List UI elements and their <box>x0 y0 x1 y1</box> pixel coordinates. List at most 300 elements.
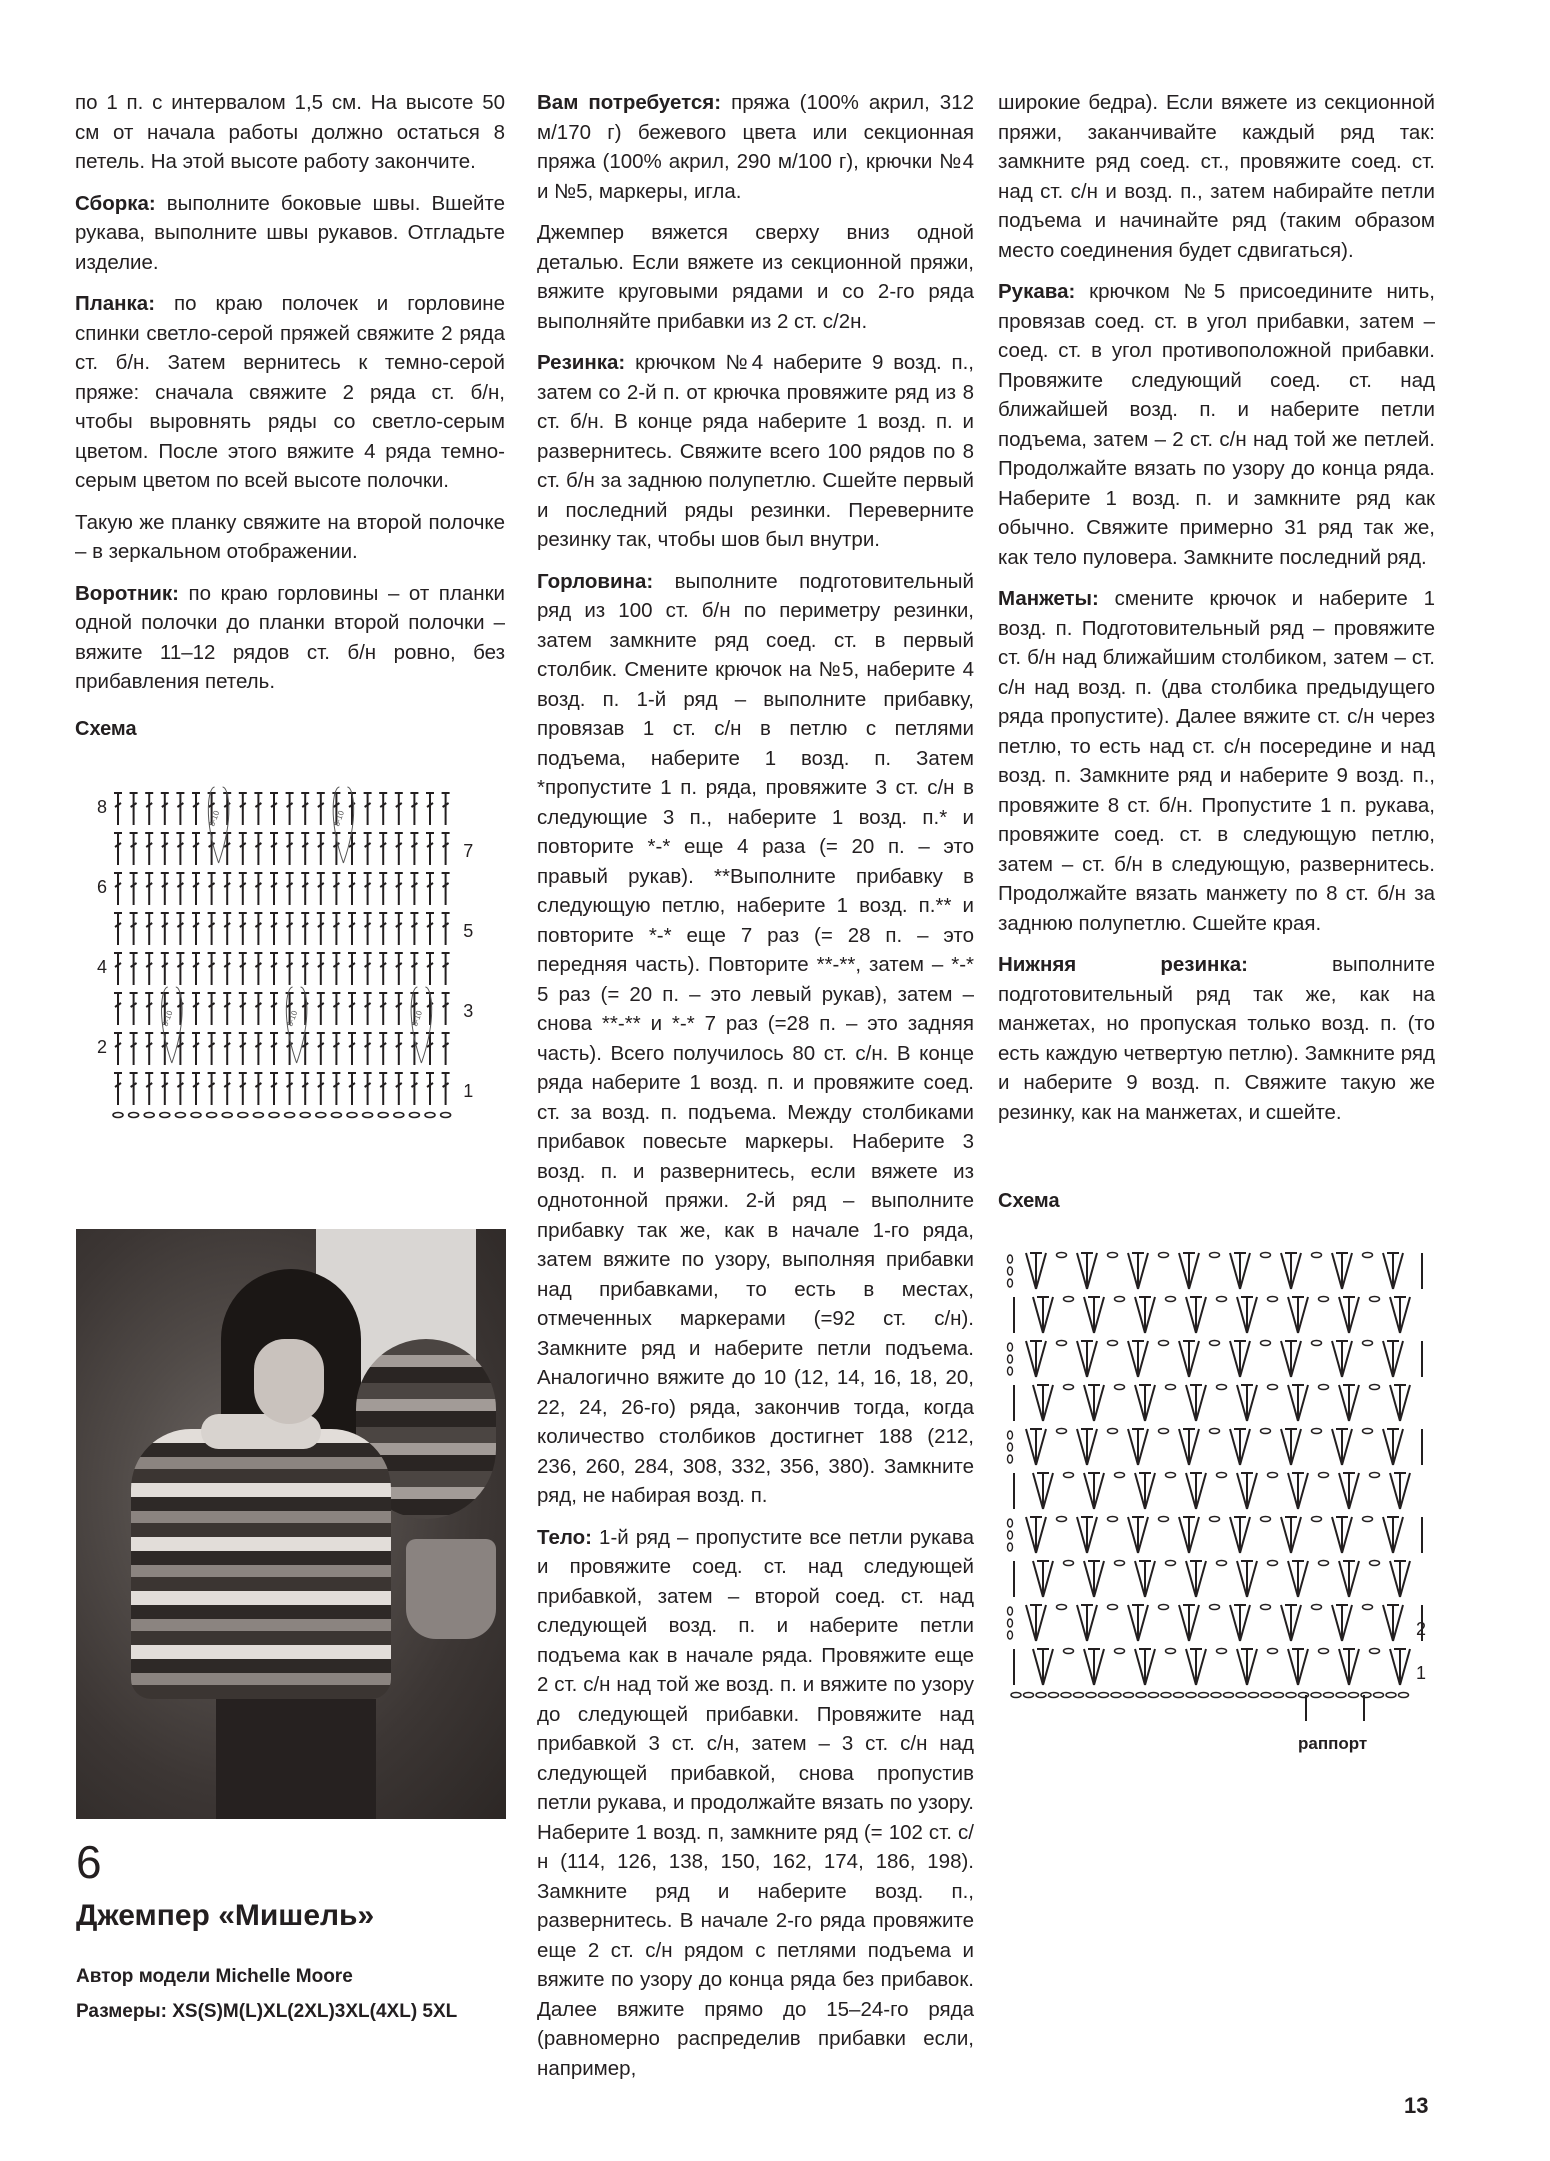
v-stitch-right <box>1400 1297 1410 1333</box>
v-stitch-left <box>1237 1473 1247 1509</box>
v-stitch-left <box>1026 1341 1036 1377</box>
chain-stitch <box>1011 1693 1021 1698</box>
rapport-label: раппорт <box>1298 1734 1368 1753</box>
turning-chain <box>1008 1279 1013 1287</box>
photo-face <box>254 1339 324 1424</box>
v-stitch-right <box>1189 1253 1199 1289</box>
turning-chain <box>1008 1343 1013 1351</box>
increase-marker-label: 8-10 <box>160 1009 175 1028</box>
v-stitch-right <box>1145 1297 1155 1333</box>
chain-stitch <box>1111 1693 1121 1698</box>
model-number: 6 <box>76 1836 102 1888</box>
turning-chain <box>1008 1367 1013 1375</box>
v-stitch-right <box>1393 1341 1403 1377</box>
v-stitch-left <box>1383 1517 1393 1553</box>
v-stitch-left <box>1288 1561 1298 1597</box>
chain-stitch <box>1057 1253 1067 1258</box>
v-stitch-left <box>1135 1297 1145 1333</box>
chain-stitch <box>1115 1649 1125 1654</box>
v-stitch-left <box>1281 1605 1291 1641</box>
chain-stitch <box>1261 1253 1271 1258</box>
chain-stitch <box>1149 1693 1159 1698</box>
row-number-label: 2 <box>97 1037 108 1057</box>
v-stitch-left <box>1033 1385 1043 1421</box>
chain-stitch <box>285 1113 295 1118</box>
v-stitch-right <box>1240 1341 1250 1377</box>
chain-stitch <box>1136 1693 1146 1698</box>
v-stitch-right <box>1094 1473 1104 1509</box>
chain-stitch <box>316 1113 326 1118</box>
row-number-label: 5 <box>463 921 474 941</box>
v-stitch-right <box>1145 1561 1155 1597</box>
v-stitch-right <box>1189 1517 1199 1553</box>
v-stitch-right <box>1393 1605 1403 1641</box>
chain-stitch <box>1210 1517 1220 1522</box>
chain-stitch <box>144 1113 154 1118</box>
v-stitch-left <box>1026 1429 1036 1465</box>
crochet-chart-1 <box>75 741 505 1131</box>
v-stitch-left <box>1237 1561 1247 1597</box>
v-stitch-right <box>1400 1561 1410 1597</box>
v-stitch-left <box>1281 1253 1291 1289</box>
v-stitch-row <box>1008 1517 1423 1554</box>
paragraph-ribbing: Резинка: крючком №4 наберите 9 возд. п., затем со 2-й п. от крючка провяжите ряд из 8 ст. б/н. В конце ряда наберите 1 возд. п. и развернитесь. Свяжите всего 100 рядов по 8 ст. б/н за заднюю полупетлю. Сшейте первый и последний ряды резинки. Переверните резинку так, чтобы шов был внутри. <box>537 351 974 551</box>
chain-stitch <box>1115 1561 1125 1566</box>
v-stitch-left <box>1390 1561 1400 1597</box>
paragraph-neckline: Горловина: выполните подготовительный ряд из 100 ст. б/н по периметру резинки, затем замкните ряд соед. ст. в первый столбик. Смените крючок на №5, наберите 4 возд. п. 1-й ряд – выполните прибавку, провязав 1 ст. с/н в петлю с петлями подъема, наберите 1 возд. п. Затем *пропустите 1 п. ряда, провяжите 3 ст. с/н в следующие 3 п., наберите 1 возд. п.* и повторите *-* еще 4 раза (= 20 п. – это правый рукав). **Выполните прибавку в следующую петлю, наберите 1 возд. п.** и повторите *-* еще 7 раз (= 28 п. – это передняя часть). Повторите **-**, затем – *-* 5 раз (= 20 п. – это левый рукав), затем – снова **-** и *-* 7 раз (=28 п. – это задняя часть). Всего получилось 80 ст. с/н. В конце ряда наберите 1 возд. п. и провяжите соед. ст. за возд. п. подъема. Между столбиками прибавок повесьте маркеры. Наберите 3 возд. п. и развернитесь, если вяжете из однотонной пряжи. 2-й ряд – выполните прибавку так же, как в начале 1-го ряда, затем вяжите по узору, выполняя прибавки над прибавками, то есть в местах, отмеченных маркерами (=92 ст. с/н). Замкните ряд и наберите петли подъема. Аналогично вяжите до 10 (12, 14, 16, 18, 20, 22, 24, 26-го) ряда, закончив тогда, когда количество столбиков достигнет 188 (212, 236, 260, 284, 308, 332, 356, 380). Замкните ряд, не набирая возд. п. <box>537 569 974 1507</box>
paragraph-collar: Воротник: по краю горловины – от планки одной полочки до планки второй полочки – вяжите 11–12 рядов ст. б/н ровно, без прибавления петель. <box>75 581 505 693</box>
chain-stitch <box>1268 1649 1278 1654</box>
v-stitch-left <box>1135 1385 1145 1421</box>
chain-stitch <box>1124 1693 1134 1698</box>
v-stitch-right <box>1138 1517 1148 1553</box>
stitch-row <box>114 953 450 985</box>
v-stitch-left <box>1179 1253 1189 1289</box>
chain-stitch <box>1363 1517 1373 1522</box>
v-stitch-right <box>1291 1341 1301 1377</box>
v-stitch-right <box>1342 1517 1352 1553</box>
chain-stitch <box>1386 1693 1396 1698</box>
v-stitch-left <box>1026 1605 1036 1641</box>
v-stitch-left <box>1186 1561 1196 1597</box>
schema-title: Схема <box>998 1190 1060 1212</box>
chain-stitch <box>1064 1473 1074 1478</box>
chain-stitch <box>1374 1693 1384 1698</box>
chain-stitch <box>1166 1297 1176 1302</box>
photo-plant-pot <box>406 1539 496 1639</box>
v-stitch-right <box>1298 1473 1308 1509</box>
v-stitch-left <box>1077 1605 1087 1641</box>
chain-stitch <box>1074 1693 1084 1698</box>
chain-stitch <box>1057 1517 1067 1522</box>
v-stitch-right <box>1036 1253 1046 1289</box>
chain-stitch <box>1217 1297 1227 1302</box>
turning-chain <box>1008 1267 1013 1275</box>
v-stitch-left <box>1339 1297 1349 1333</box>
chain-stitch <box>1064 1385 1074 1390</box>
row-number-label: 6 <box>97 877 108 897</box>
v-stitch-left <box>1179 1429 1189 1465</box>
v-stitch-right <box>1036 1341 1046 1377</box>
v-stitch-left <box>1339 1473 1349 1509</box>
chain-stitch <box>441 1113 451 1118</box>
chain-stitch <box>1064 1649 1074 1654</box>
chain-stitch <box>1363 1429 1373 1434</box>
chain-row <box>1011 1693 1409 1698</box>
v-stitch-left <box>1186 1649 1196 1685</box>
v-stitch-right <box>1094 1385 1104 1421</box>
v-stitch-left <box>1332 1605 1342 1641</box>
stitch-row <box>114 1073 450 1105</box>
chain-stitch <box>425 1113 435 1118</box>
chain-stitch <box>1268 1385 1278 1390</box>
section-heading: Нижняя резинка: <box>998 953 1248 976</box>
chain-stitch <box>1363 1341 1373 1346</box>
chain-stitch <box>1312 1605 1322 1610</box>
chain-stitch <box>1268 1473 1278 1478</box>
v-stitch-left <box>1281 1429 1291 1465</box>
v-stitch-row <box>1014 1649 1428 1686</box>
chain-stitch <box>1261 1693 1271 1698</box>
v-stitch-right <box>1247 1473 1257 1509</box>
chain-stitch <box>1211 1693 1221 1698</box>
v-stitch-left <box>1383 1253 1393 1289</box>
v-stitch-right <box>1393 1517 1403 1553</box>
chain-stitch <box>175 1113 185 1118</box>
v-stitch-left <box>1383 1429 1393 1465</box>
v-stitch-right <box>1196 1649 1206 1685</box>
v-stitch-right <box>1247 1649 1257 1685</box>
v-stitch-right <box>1342 1341 1352 1377</box>
v-stitch-right <box>1138 1605 1148 1641</box>
chain-stitch <box>1210 1605 1220 1610</box>
v-stitch-right <box>1189 1341 1199 1377</box>
chain-stitch <box>1217 1473 1227 1478</box>
chain-stitch <box>1312 1429 1322 1434</box>
v-stitch-left <box>1084 1297 1094 1333</box>
v-stitch-right <box>1094 1649 1104 1685</box>
v-stitch-right <box>1342 1429 1352 1465</box>
chain-stitch <box>1166 1649 1176 1654</box>
chain-stitch <box>113 1113 123 1118</box>
v-stitch-right <box>1393 1429 1403 1465</box>
v-stitch-right <box>1087 1605 1097 1641</box>
paragraph-sleeves: Рукава: крючком №5 присоедините нить, провязав соед. ст. в угол прибавки, затем – соед. ст. в угол противоположной прибавки. Провяжите следующий соед. ст. над ближайшей возд. п. и наберите петли подъема, затем – 2 ст. с/н над той же петлей. Продолжайте вязать по узору до конца ряда. Наберите 1 возд. п. и замкните ряд как обычно. Свяжите примерно 31 ряд так же, как тело пуловера. Замкните последний ряд. <box>998 280 1435 569</box>
v-stitch-right <box>1043 1561 1053 1597</box>
v-stitch-left <box>1332 1429 1342 1465</box>
chain-stitch <box>1286 1693 1296 1698</box>
v-stitch-right <box>1247 1561 1257 1597</box>
section-heading: Тело: <box>537 1525 593 1549</box>
v-stitch-left <box>1339 1385 1349 1421</box>
v-stitch-left <box>1033 1649 1043 1685</box>
chain-stitch <box>1159 1605 1169 1610</box>
chain-stitch <box>1319 1297 1329 1302</box>
chain-stitch <box>1261 1517 1271 1522</box>
chain-stitch <box>160 1113 170 1118</box>
chain-stitch <box>1108 1253 1118 1258</box>
chain-stitch <box>1064 1297 1074 1302</box>
model-title: Джемпер «Мишель» <box>76 1899 375 1932</box>
v-stitch-right <box>1189 1429 1199 1465</box>
chain-stitch <box>409 1113 419 1118</box>
v-stitch-right <box>1400 1473 1410 1509</box>
chain-stitch <box>1236 1693 1246 1698</box>
model-photo <box>76 1229 506 1819</box>
v-stitch-right <box>1291 1253 1301 1289</box>
section-heading: Сборка: <box>75 191 156 215</box>
v-stitch-right <box>1043 1297 1053 1333</box>
v-stitch-row <box>1014 1297 1428 1334</box>
chain-stitch <box>1061 1693 1071 1698</box>
chain-stitch <box>269 1113 279 1118</box>
v-stitch-right <box>1094 1561 1104 1597</box>
chain-stitch <box>1049 1693 1059 1698</box>
v-stitch-left <box>1390 1473 1400 1509</box>
chain-stitch <box>1115 1385 1125 1390</box>
v-stitch-row <box>1008 1605 1423 1642</box>
page-number: 13 <box>1404 2093 1429 2118</box>
chain-stitch <box>1261 1429 1271 1434</box>
v-stitch-left <box>1084 1473 1094 1509</box>
chain-stitch <box>1312 1341 1322 1346</box>
v-stitch-left <box>1288 1473 1298 1509</box>
section-heading: Рукава: <box>998 280 1076 303</box>
v-stitch-left <box>1288 1649 1298 1685</box>
chain-stitch <box>1057 1429 1067 1434</box>
v-stitch-left <box>1135 1473 1145 1509</box>
chain-stitch <box>1311 1693 1321 1698</box>
v-stitch-left <box>1332 1253 1342 1289</box>
v-stitch-right <box>1043 1385 1053 1421</box>
v-stitch-left <box>1390 1385 1400 1421</box>
chain-stitch <box>1319 1649 1329 1654</box>
schema-diagram-1 <box>75 718 505 1131</box>
chain-stitch <box>1057 1341 1067 1346</box>
v-stitch-left <box>1128 1605 1138 1641</box>
row-number-label: 2 <box>1416 1619 1427 1639</box>
v-stitch-right <box>1145 1649 1155 1685</box>
v-stitch-left <box>1179 1341 1189 1377</box>
v-stitch-left <box>1288 1385 1298 1421</box>
chain-stitch <box>1370 1649 1380 1654</box>
v-stitch-right <box>1036 1429 1046 1465</box>
turning-chain <box>1008 1531 1013 1539</box>
section-heading: Манжеты: <box>998 587 1099 610</box>
v-stitch-right <box>1036 1605 1046 1641</box>
chain-stitch <box>1210 1429 1220 1434</box>
schema-title: Схема <box>75 718 137 740</box>
v-stitch-row <box>1014 1385 1428 1422</box>
chain-stitch <box>1224 1693 1234 1698</box>
chain-stitch <box>1312 1253 1322 1258</box>
increase-marker-label: 8-10 <box>285 1009 300 1028</box>
v-stitch-left <box>1237 1297 1247 1333</box>
v-stitch-right <box>1043 1473 1053 1509</box>
chain-stitch <box>1108 1341 1118 1346</box>
v-stitch-left <box>1026 1253 1036 1289</box>
v-stitch-right <box>1196 1561 1206 1597</box>
v-stitch-left <box>1332 1517 1342 1553</box>
model-sizes: Размеры: XS(S)M(L)XL(2XL)3XL(4XL) 5XL <box>76 2001 458 2022</box>
v-stitch-left <box>1230 1253 1240 1289</box>
v-stitch-right <box>1349 1561 1359 1597</box>
v-stitch-right <box>1247 1385 1257 1421</box>
section-heading: Воротник: <box>75 581 179 605</box>
v-stitch-left <box>1390 1297 1400 1333</box>
section-heading: Резинка: <box>537 351 626 374</box>
turning-chain <box>1008 1255 1013 1263</box>
v-stitch-right <box>1138 1253 1148 1289</box>
v-stitch-right <box>1298 1561 1308 1597</box>
v-stitch-right <box>1240 1429 1250 1465</box>
chain-stitch <box>1249 1693 1259 1698</box>
stitch-row <box>114 913 450 945</box>
chain-stitch <box>1370 1561 1380 1566</box>
v-stitch-left <box>1077 1341 1087 1377</box>
chain-stitch <box>1108 1429 1118 1434</box>
v-stitch-left <box>1230 1605 1240 1641</box>
chain-stitch <box>1370 1473 1380 1478</box>
chain-row <box>113 1113 451 1118</box>
v-stitch-left <box>1230 1341 1240 1377</box>
chain-stitch <box>347 1113 357 1118</box>
chain-stitch <box>238 1113 248 1118</box>
v-stitch-left <box>1339 1561 1349 1597</box>
row-number-label: 8 <box>97 797 108 817</box>
v-stitch-right <box>1291 1517 1301 1553</box>
v-stitch-row <box>1008 1253 1423 1290</box>
chain-stitch <box>1349 1693 1359 1698</box>
chain-stitch <box>363 1113 373 1118</box>
v-stitch-left <box>1026 1517 1036 1553</box>
chain-stitch <box>1024 1693 1034 1698</box>
v-stitch-right <box>1087 1341 1097 1377</box>
turning-chain <box>1008 1355 1013 1363</box>
row-number-label: 7 <box>463 841 474 861</box>
v-stitch-row <box>1014 1561 1428 1598</box>
chain-stitch <box>1261 1605 1271 1610</box>
increase-marker-label: 8-10 <box>332 809 347 828</box>
chain-stitch <box>1115 1297 1125 1302</box>
chain-stitch <box>1268 1297 1278 1302</box>
increase-marker-label: 8-10 <box>410 1009 425 1028</box>
paragraph-materials: Вам потребуется: пряжа (100% акрил, 312 м/170 г) бежевого цвета или секционная пряжа (100% акрил, 290 м/100 г), крючки №4 и №5, маркеры, игла. <box>537 91 974 203</box>
v-stitch-right <box>1240 1253 1250 1289</box>
v-stitch-left <box>1135 1649 1145 1685</box>
chain-stitch <box>1312 1517 1322 1522</box>
chain-stitch <box>1217 1385 1227 1390</box>
chain-stitch <box>1399 1693 1409 1698</box>
section-heading: Вам потребуется: <box>537 91 722 114</box>
paragraph-assembly: Сборка: выполните боковые швы. Вшейте рукава, выполните швы рукавов. Отгладьте изделие. <box>75 191 505 274</box>
chain-stitch <box>1099 1693 1109 1698</box>
v-stitch-left <box>1179 1605 1189 1641</box>
v-stitch-left <box>1332 1341 1342 1377</box>
v-stitch-left <box>1281 1341 1291 1377</box>
v-stitch-right <box>1036 1517 1046 1553</box>
v-stitch-row <box>1014 1473 1428 1510</box>
chain-stitch <box>1159 1341 1169 1346</box>
v-stitch-right <box>1087 1517 1097 1553</box>
chain-stitch <box>1336 1693 1346 1698</box>
chain-stitch <box>1166 1561 1176 1566</box>
v-stitch-left <box>1237 1385 1247 1421</box>
paragraph-body: Тело: 1-й ряд – пропустите все петли рукава и провяжите соед. ст. над следующей прибавкой, затем – второй соед. ст. над следующей возд. п. и наберите петли подъема как в начале ряда. Провяжите еще 2 ст. с/н над той же возд. п. и вяжите по узору до следующей прибавки. Провяжите над прибавкой 3 ст. с/н, затем – 3 ст. с/н над следующей прибавкой, снова пропустив петли рукава, и продолжайте вязать по узору. Наберите 1 возд. п, замкните ряд (= 102 ст. с/н (114, 126, 138, 150, 162, 174, 186, 198). Замкните ряд и наберите возд. п., развернитесь. В начале 2-го ряда провяжите еще 2 ст. с/н рядом с петлями подъема и вяжите по узору до конца ряда без прибавок. Далее вяжите прямо до 15–24-го ряда (равномерно распределив прибавки если, например, <box>537 1525 974 2080</box>
v-stitch-right <box>1145 1385 1155 1421</box>
v-stitch-left <box>1383 1341 1393 1377</box>
v-stitch-left <box>1084 1561 1094 1597</box>
turning-chain <box>1008 1631 1013 1639</box>
crochet-chart-2 <box>998 1213 1428 1783</box>
chain-stitch <box>300 1113 310 1118</box>
v-stitch-right <box>1349 1649 1359 1685</box>
chain-stitch <box>1210 1341 1220 1346</box>
turning-chain <box>1008 1607 1013 1615</box>
v-stitch-left <box>1288 1297 1298 1333</box>
chain-stitch <box>394 1113 404 1118</box>
chain-stitch <box>1108 1517 1118 1522</box>
chain-stitch <box>1166 1473 1176 1478</box>
v-stitch-right <box>1393 1253 1403 1289</box>
v-stitch-left <box>1077 1429 1087 1465</box>
v-stitch-right <box>1138 1429 1148 1465</box>
chain-stitch <box>1036 1693 1046 1698</box>
increase-marker-label: 8-10 <box>207 809 222 828</box>
turning-chain <box>1008 1519 1013 1527</box>
chain-stitch <box>1159 1517 1169 1522</box>
chain-stitch <box>1370 1297 1380 1302</box>
chain-stitch <box>1319 1561 1329 1566</box>
v-stitch-right <box>1298 1297 1308 1333</box>
chain-stitch <box>1161 1693 1171 1698</box>
chain-stitch <box>1363 1605 1373 1610</box>
v-stitch-right <box>1145 1473 1155 1509</box>
row-number-label: 4 <box>97 957 108 977</box>
chain-stitch <box>1057 1605 1067 1610</box>
v-stitch-left <box>1033 1297 1043 1333</box>
v-stitch-left <box>1084 1649 1094 1685</box>
chain-stitch <box>129 1113 139 1118</box>
v-stitch-right <box>1087 1429 1097 1465</box>
turning-chain <box>1008 1443 1013 1451</box>
v-stitch-right <box>1291 1605 1301 1641</box>
chain-stitch <box>1370 1385 1380 1390</box>
chain-stitch <box>1217 1561 1227 1566</box>
v-stitch-right <box>1349 1297 1359 1333</box>
v-stitch-left <box>1383 1605 1393 1641</box>
v-stitch-right <box>1298 1649 1308 1685</box>
v-stitch-left <box>1033 1473 1043 1509</box>
v-stitch-right <box>1138 1341 1148 1377</box>
paragraph-continuation: широкие бедра). Если вяжете из секционной пряжи, заканчивайте каждый ряд так: замкните ряд соед. ст., провяжите соед. ст. над ст. с/н и возд. п., затем набирайте петли подъема и начинайте ряд (таким образом место соединения будет сдвигаться). <box>998 91 1435 262</box>
v-stitch-right <box>1400 1649 1410 1685</box>
paragraph-bottom-ribbing: Нижняя резинка: выполните подготовительный ряд так же, как на манжетах, но пропуская только возд. п. (то есть каждую четвертую петлю). Замкните ряд и наберите 9 возд. п. Свяжите такую же резинку, как на манжетах, и сшейте. <box>998 953 1436 1124</box>
chain-stitch <box>253 1113 263 1118</box>
photo-jeans <box>216 1699 376 1819</box>
chain-stitch <box>1319 1385 1329 1390</box>
chain-stitch <box>1324 1693 1334 1698</box>
v-stitch-right <box>1189 1605 1199 1641</box>
v-stitch-row <box>1008 1429 1423 1466</box>
v-stitch-right <box>1349 1473 1359 1509</box>
v-stitch-left <box>1281 1517 1291 1553</box>
stitch-row <box>114 833 450 865</box>
row-number-label: 1 <box>1416 1663 1427 1683</box>
v-stitch-row <box>1008 1341 1423 1378</box>
v-stitch-left <box>1179 1517 1189 1553</box>
v-stitch-right <box>1094 1297 1104 1333</box>
